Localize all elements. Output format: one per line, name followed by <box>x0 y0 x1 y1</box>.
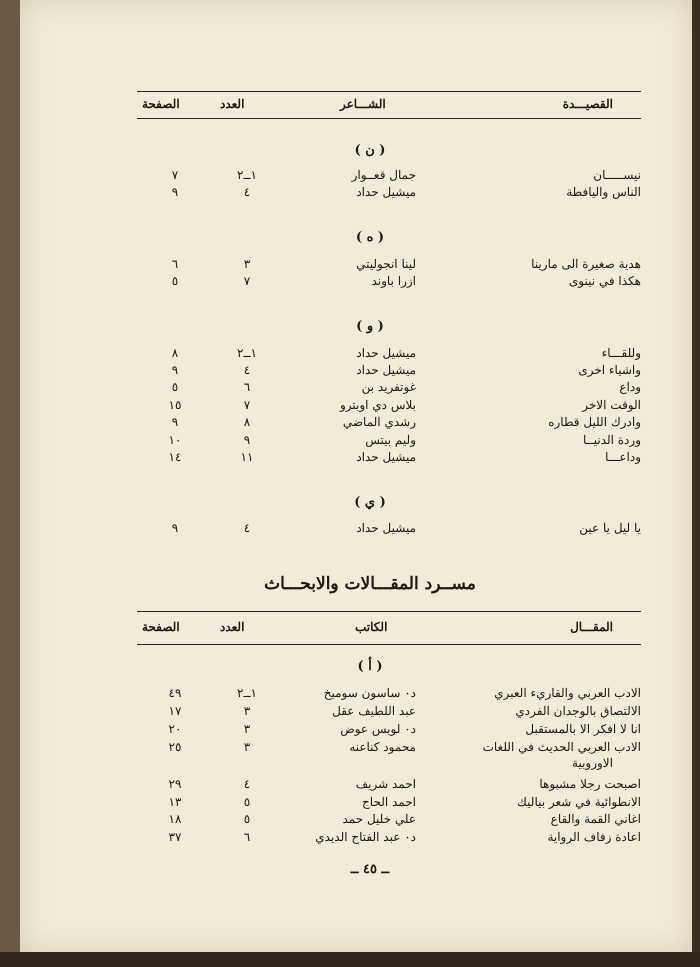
table-row <box>137 413 641 431</box>
poem-title: نيســـــان <box>593 168 641 182</box>
poems-header-poet: الشـــاعر <box>340 97 386 111</box>
article-title: اعادة زفاف الرواية <box>547 830 641 844</box>
issue-number: ٤ <box>243 521 251 535</box>
page-number: ٩ <box>171 521 179 535</box>
issue-number: ٣ <box>243 704 251 718</box>
poet-name: ميشيل حداد <box>356 346 416 360</box>
binding-edge <box>0 0 20 967</box>
page-number: ١٥ <box>168 398 182 412</box>
table-row <box>137 361 641 379</box>
article-title: الانطوائية في شعر بياليك <box>517 795 641 809</box>
issue-number: ٤ <box>243 185 251 199</box>
articles-header-author: الكاتب <box>355 620 388 634</box>
issue-number: ٤ <box>243 363 251 377</box>
author-name: عبد اللطيف عقل <box>332 704 416 718</box>
poet-name: ميشيل حداد <box>356 363 416 377</box>
poem-title: وداع <box>619 380 641 394</box>
table-row <box>137 702 641 720</box>
poet-name: غوتفريد بن <box>361 380 416 394</box>
poem-title: هدية صغيرة الى مارينا <box>531 257 641 271</box>
page-number: ١٣ <box>168 795 182 809</box>
page-footer-number: ــ ٤٥ ــ <box>350 862 390 877</box>
table-row <box>137 775 641 793</box>
poet-name: بلاس دي اوبترو <box>339 398 416 412</box>
table-row <box>137 255 641 273</box>
author-name: محمود كناعنه <box>349 740 416 754</box>
section-letter-waw: ( و ) <box>356 319 384 334</box>
articles-header-issue: العدد <box>220 620 245 634</box>
article-title: اغاني القمة والقاع <box>550 812 641 826</box>
section-letter-alif: ( أ ) <box>357 659 383 674</box>
page-number: ٩ <box>171 363 179 377</box>
poet-name: وليم بيتس <box>365 433 416 447</box>
bottom-edge <box>0 952 700 967</box>
author-name: د٠ عبد الفتاح الديدي <box>315 830 416 844</box>
section-letter-noon: ( ن ) <box>354 143 386 158</box>
table-row <box>137 183 641 201</box>
page-number: ١٧ <box>168 704 182 718</box>
issue-number: ٧ <box>243 274 251 288</box>
poet-name: ميشيل حداد <box>356 185 416 199</box>
page-number: ٥ <box>171 274 179 288</box>
table-row <box>137 519 641 537</box>
author-name: احمد الحاج <box>362 795 416 809</box>
table-row <box>137 431 641 449</box>
issue-number: ٥ <box>243 795 251 809</box>
author-name: د٠ ساسون سوميخ <box>323 686 416 700</box>
poem-title: يا ليل يا عين <box>579 521 641 535</box>
issue-number: ٦ <box>243 380 251 394</box>
page-number: ٢٥ <box>168 740 182 754</box>
articles-section-title: مســرد المقـــالات والابحـــاث <box>264 574 476 594</box>
table-row <box>137 810 641 828</box>
table-row <box>137 166 641 184</box>
author-name: علي خليل حمد <box>342 812 416 826</box>
page-number: ٣٧ <box>168 830 182 844</box>
issue-number: ١١ <box>240 450 254 464</box>
page-number: ٩ <box>171 185 179 199</box>
poem-title: هكذا في نينوى <box>568 274 641 288</box>
table-row <box>137 272 641 290</box>
author-name: د٠ لويس عوض <box>340 722 416 736</box>
article-title: الالتصاق بالوجدان الفردي <box>515 704 641 718</box>
issue-number: ٩ <box>243 433 251 447</box>
poems-header-issue: العدد <box>220 97 245 111</box>
poem-title: وداعـــا <box>605 450 641 464</box>
poem-title: الوقت الاخر <box>582 398 641 412</box>
article-title: الادب العربي الحديث في اللغات <box>482 740 641 754</box>
header-rule-bottom <box>137 118 641 119</box>
page-number: ١٠ <box>168 433 182 447</box>
issue-number: ٣ <box>243 722 251 736</box>
page-number: ٢٠ <box>168 722 182 736</box>
poet-name: ميشيل حداد <box>356 450 416 464</box>
page-number: ٧ <box>171 168 179 182</box>
header-rule-top <box>137 91 641 92</box>
issue-number: ٧ <box>243 398 251 412</box>
article-title: اصبحت رجلا مشبوها <box>539 777 641 791</box>
poems-header-title: القصيـــدة <box>562 97 613 111</box>
document-page <box>20 0 692 952</box>
page-number: ٥ <box>171 380 179 394</box>
page-number: ٢٩ <box>168 777 182 791</box>
table-row <box>137 448 641 466</box>
articles-header-rule-bottom <box>137 644 641 645</box>
poem-title: الناس واليافطة <box>566 185 641 199</box>
table-row <box>137 396 641 414</box>
page-number: ٩ <box>171 415 179 429</box>
page-number: ١٤ <box>168 450 182 464</box>
issue-number: ٣ <box>243 740 251 754</box>
poet-name: جمال قعــوار <box>351 168 416 182</box>
table-row <box>137 828 641 846</box>
issue-number: ٦ <box>243 830 251 844</box>
articles-header-title: المقـــال <box>570 620 613 634</box>
table-row <box>137 793 641 811</box>
poems-header-page: الصفحة <box>142 97 180 111</box>
table-row <box>137 344 641 362</box>
poet-name: رشدي الماضي <box>342 415 416 429</box>
issue-number: ٨ <box>243 415 251 429</box>
page-number: ٨ <box>171 346 179 360</box>
issue-number: ٤ <box>243 777 251 791</box>
table-row <box>137 720 641 738</box>
author-name: احمد شريف <box>355 777 416 791</box>
section-letter-ha: ( ه ) <box>355 230 385 245</box>
page-number: ٦ <box>171 257 179 271</box>
articles-header-rule-top <box>137 611 641 612</box>
poem-title: وللقـــاء <box>601 346 641 360</box>
table-row <box>137 378 641 396</box>
article-title: انا لا افكر الا بالمستقبل <box>525 722 641 736</box>
poem-title: وردة الدنيــا <box>583 433 641 447</box>
poem-title: وادرك الليل قطاره <box>548 415 641 429</box>
issue-number: ١ــ٢ <box>237 168 257 182</box>
issue-number: ٣ <box>243 257 251 271</box>
table-row <box>137 738 641 756</box>
page-number: ٤٩ <box>168 686 182 700</box>
issue-number: ١ــ٢ <box>237 686 257 700</box>
page-number: ١٨ <box>168 812 182 826</box>
poet-name: لينا انجوليتي <box>356 257 416 271</box>
table-row <box>137 684 641 702</box>
articles-header-page: الصفحة <box>142 620 180 634</box>
issue-number: ١ــ٢ <box>237 346 257 360</box>
poem-title: واشياء اخرى <box>578 363 641 377</box>
poet-name: ميشيل حداد <box>356 521 416 535</box>
section-letter-ya: ( ي ) <box>354 495 386 510</box>
issue-number: ٥ <box>243 812 251 826</box>
article-title: الادب العربي والقاريء العبري <box>494 686 641 700</box>
poet-name: ازرا باوند <box>371 274 416 288</box>
article-title-continuation: الاوروبية <box>572 756 613 770</box>
